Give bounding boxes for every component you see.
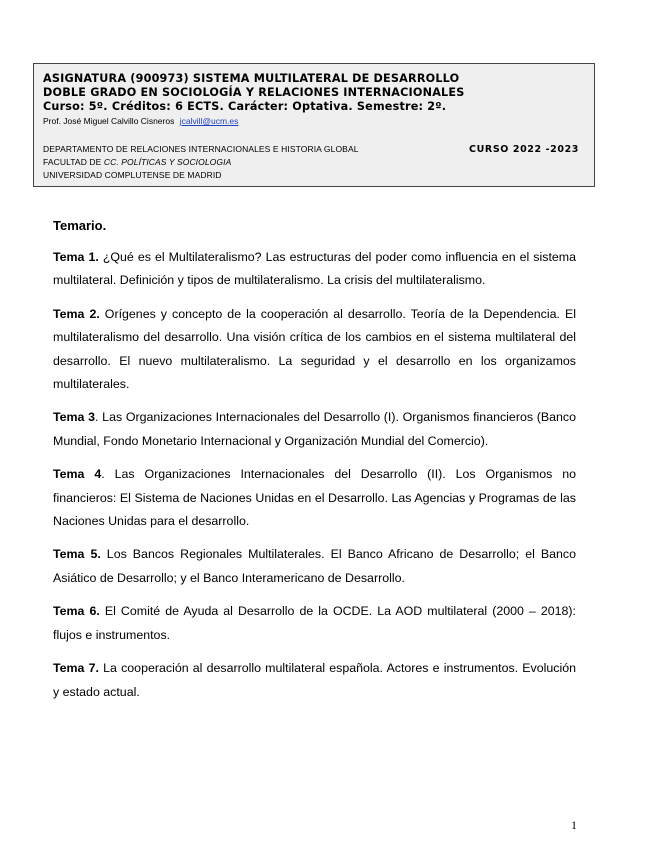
- tema-paragraph: [53, 406, 576, 453]
- faculty-prefix: FACULTAD DE: [43, 157, 104, 167]
- page-number: 1: [571, 818, 577, 832]
- tema-paragraph: [53, 600, 576, 647]
- course-header-box: [33, 63, 595, 187]
- tema-label: Tema 3: [53, 410, 96, 425]
- professor-line: [43, 115, 585, 127]
- tema-text: La cooperación al desarrollo multilateral española. Actores e instrumentos. Evolución y estado actual.: [53, 661, 576, 699]
- tema-paragraph: [53, 543, 576, 590]
- tema-paragraph: [53, 246, 576, 293]
- department-name: DEPARTAMENTO DE RELACIONES INTERNACIONALES E HISTORIA GLOBAL: [43, 144, 359, 154]
- tema-label: Tema 4: [53, 467, 102, 482]
- tema-label: Tema 5.: [53, 547, 101, 562]
- tema-paragraph: [53, 463, 576, 533]
- tema-text: ¿Qué es el Multilateralismo? Las estructuras del poder como influencia en el sistema multilateral. Definición y tipos de multilateralismo. La crisis del multilateralismo.: [53, 250, 576, 288]
- tema-label: Tema 1.: [53, 250, 99, 264]
- tema-paragraph: [53, 657, 576, 704]
- professor-email-link[interactable]: jcalvill@ucm.es: [179, 116, 239, 126]
- course-title: ASIGNATURA (900973) SISTEMA MULTILATERAL DE DESARROLLO: [43, 72, 460, 85]
- tema-label: Tema 7.: [53, 661, 99, 676]
- department-row: [43, 143, 585, 156]
- syllabus-content: [53, 218, 576, 714]
- faculty-italic: CC. POLÍTICAS Y SOCIOLOGIA: [103, 157, 232, 167]
- tema-text: El Comité de Ayuda al Desarrollo de la OCDE. La AOD multilateral (2000 – 2018): flujos e instrumentos.: [53, 604, 576, 642]
- university-name: UNIVERSIDAD COMPLUTENSE DE MADRID: [43, 170, 222, 180]
- tema-text: . Las Organizaciones Internacionales del Desarrollo (I). Organismos financieros (Banco Mundial, Fondo Monetario Internacional y Organización Mundial del Comercio).: [53, 410, 576, 448]
- tema-label: Tema 6.: [53, 604, 100, 619]
- tema-text: Los Bancos Regionales Multilaterales. El Banco Africano de Desarrollo; el Banco Asiático de Desarrollo; y el Banco Interamericano de Desarrollo.: [53, 547, 576, 585]
- degree-title: DOBLE GRADO EN SOCIOLOGÍA Y RELACIONES INTERNACIONALES: [43, 86, 465, 99]
- tema-text: . Las Organizaciones Internacionales del Desarrollo (II). Los Organismos no financieros: El Sistema de Naciones Unidas en el Desarrollo. Las Agencias y Programas de las Naciones Unidas para el desarrollo.: [53, 467, 576, 529]
- faculty-name: [43, 156, 585, 169]
- course-year: CURSO 2022 -2023: [469, 144, 579, 155]
- tema-paragraph: [53, 303, 576, 397]
- tema-label: Tema 2.: [53, 306, 100, 321]
- temario-heading: Temario.: [53, 218, 107, 233]
- tema-text: Orígenes y concepto de la cooperación al desarrollo. Teoría de la Dependencia. El multilateralismo del desarrollo. Una visión crítica de los cambios en el sistema multilateral del desarrollo. El nuevo multilateralismo. La seguridad y el desarrollo en los organizamos multilaterales.: [53, 306, 576, 392]
- professor-name: Prof. José Miguel Calvillo Cisneros: [43, 116, 175, 126]
- course-details: Curso: 5º. Créditos: 6 ECTS. Carácter: Optativa. Semestre: 2º.: [43, 100, 447, 113]
